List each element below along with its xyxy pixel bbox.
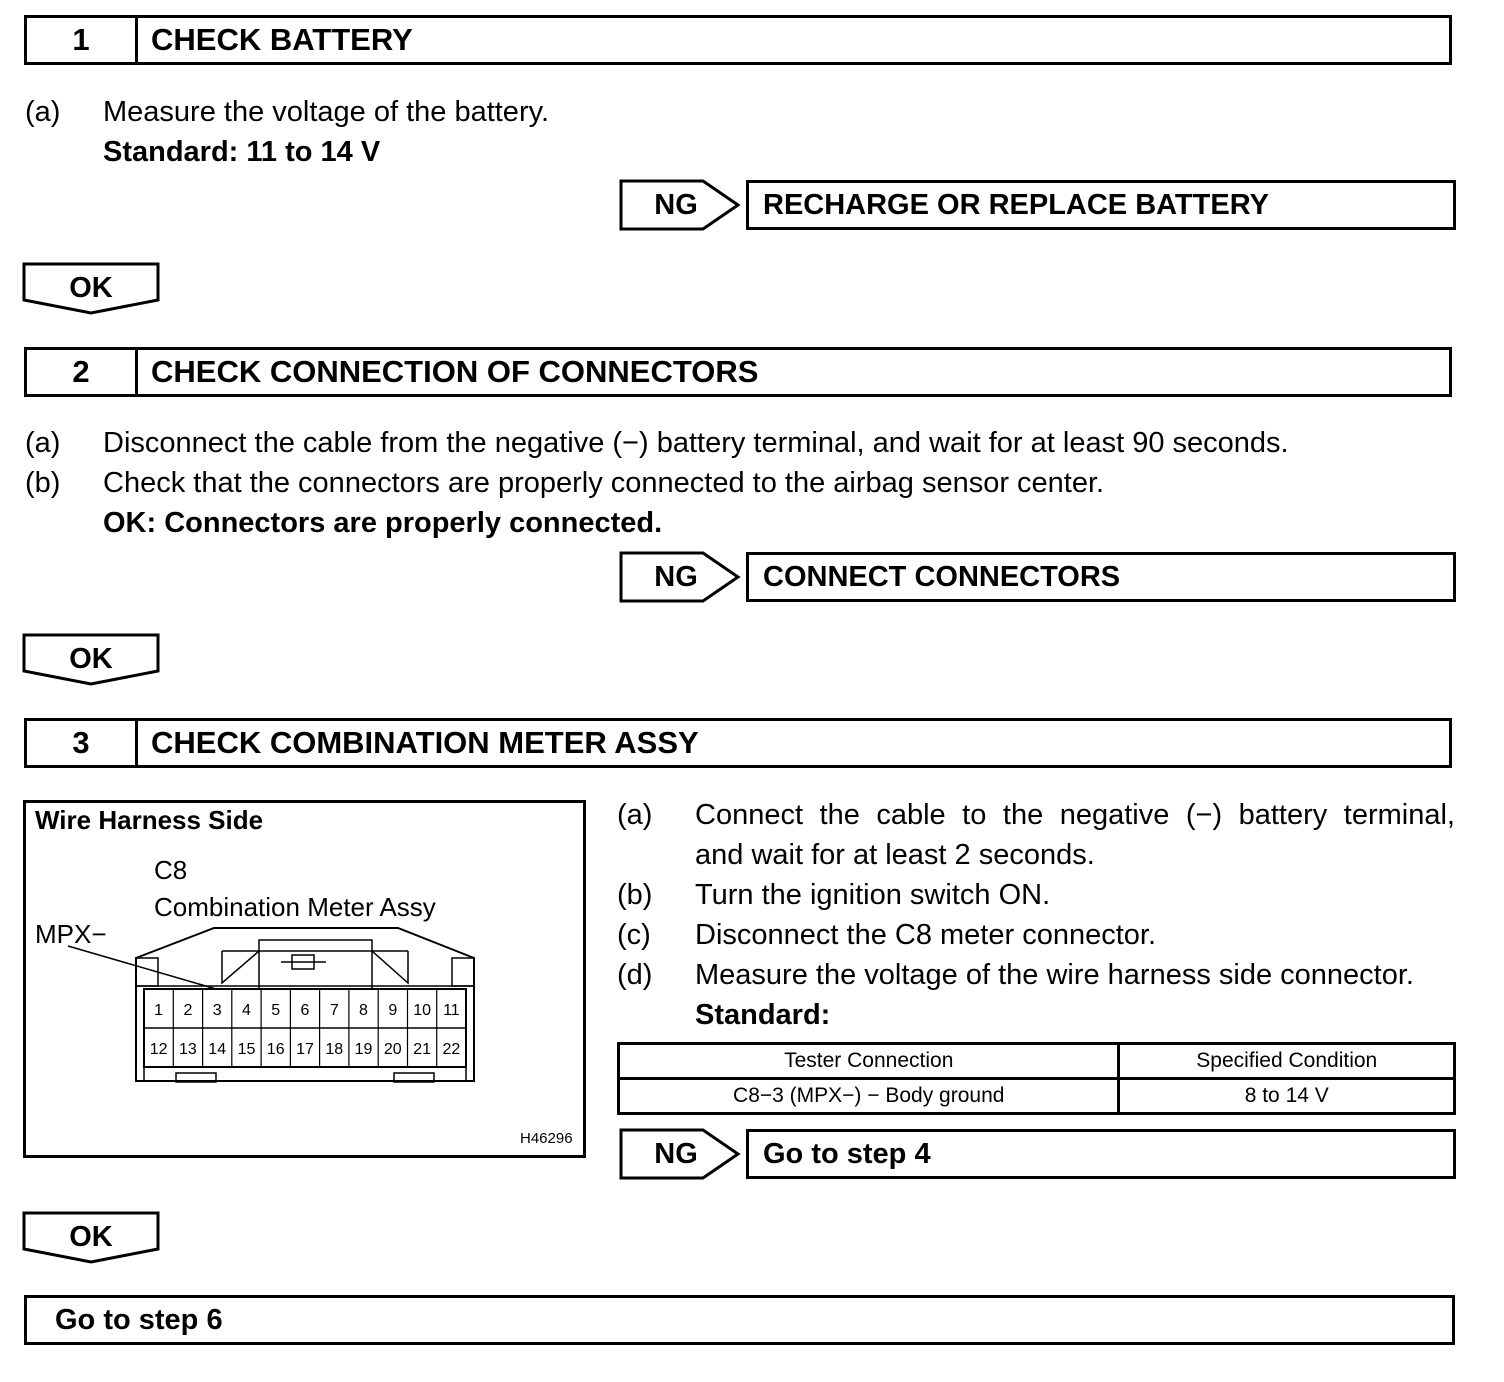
ng-label: NG: [654, 561, 698, 593]
pin-number: 2: [183, 1002, 193, 1019]
item-text-continued: and wait for at least 2 seconds.: [695, 839, 1095, 871]
pin-number: 16: [266, 1041, 285, 1058]
step-number: 3: [27, 721, 138, 765]
item-marker: (c): [617, 919, 651, 951]
table-cell: 8 to 14 V: [1119, 1079, 1455, 1114]
pin-number: 12: [149, 1041, 168, 1058]
pin-number: 14: [208, 1041, 227, 1058]
ok-label: OK: [69, 643, 113, 675]
ng-action-box: Go to step 4: [746, 1129, 1456, 1179]
ng-label: NG: [654, 1138, 698, 1170]
ng-label: NG: [654, 189, 698, 221]
item-marker: (a): [617, 799, 653, 831]
pin-label: MPX−: [35, 919, 107, 949]
ng-action-box: RECHARGE OR REPLACE BATTERY: [746, 180, 1456, 230]
connector-code: C8: [154, 855, 188, 885]
item-marker: (d): [617, 959, 653, 991]
ok-label: OK: [69, 272, 113, 304]
item-marker: (a): [25, 427, 61, 459]
ok-label: OK: [69, 1221, 113, 1253]
step-2-header: [24, 347, 1452, 397]
pin-number: 11: [443, 1002, 460, 1019]
table-cell: C8−3 (MPX−) − Body ground: [619, 1079, 1119, 1114]
standard-text: OK: Connectors are properly connected.: [103, 507, 663, 539]
step-title: CHECK BATTERY: [151, 22, 413, 57]
pin-number: 21: [413, 1041, 431, 1058]
connector-figure: [23, 800, 586, 1158]
item-text: Turn the ignition switch ON.: [695, 879, 1051, 911]
pin-number: 19: [354, 1041, 373, 1058]
pin-number: 7: [329, 1002, 339, 1019]
item-marker: (b): [25, 467, 61, 499]
step-number: 1: [27, 18, 138, 62]
item-text: Measure the voltage of the wire harness side connector.: [695, 959, 1414, 991]
table-row: [619, 1079, 1455, 1114]
pin-number: 6: [300, 1002, 310, 1019]
connector-drawing: [26, 803, 583, 1155]
step-title: CHECK CONNECTION OF CONNECTORS: [151, 354, 759, 389]
step-3-header: [24, 718, 1452, 768]
leader-line: [68, 946, 216, 989]
pin-number: 22: [442, 1041, 461, 1058]
pin-number: 4: [242, 1002, 251, 1019]
table-header: Specified Condition: [1119, 1044, 1455, 1079]
spec-table: [617, 1042, 1456, 1115]
pin-number: 8: [359, 1002, 368, 1019]
pin-number: 1: [154, 1002, 164, 1019]
item-marker: (b): [617, 879, 653, 911]
figure-code: H46296: [520, 1130, 573, 1147]
item-text: Measure the voltage of the battery.: [103, 96, 550, 128]
item-text: Connect the cable to the negative (−) battery terminal,: [695, 799, 1455, 831]
pin-number: 15: [237, 1041, 256, 1058]
figure-heading: Wire Harness Side: [35, 805, 264, 835]
standard-text: Standard: 11 to 14 V: [103, 136, 381, 168]
step-1-header: [24, 15, 1452, 65]
table-header-row: [619, 1044, 1455, 1079]
final-action-box: Go to step 6: [24, 1295, 1455, 1345]
table-header: Tester Connection: [619, 1044, 1119, 1079]
step-number: 2: [27, 350, 138, 394]
item-marker: (a): [25, 96, 61, 128]
connector-name: Combination Meter Assy: [154, 892, 436, 922]
pin-number: 13: [179, 1041, 197, 1058]
pin-number: 10: [413, 1002, 431, 1019]
pin-number: 5: [271, 1002, 281, 1019]
pin-number: 20: [383, 1041, 402, 1058]
standard-label: Standard:: [695, 999, 831, 1031]
pin-number: 9: [388, 1002, 398, 1019]
step-title: CHECK COMBINATION METER ASSY: [151, 725, 699, 760]
item-text: Disconnect the cable from the negative (−) battery terminal, and wait for at least 90 seconds.: [103, 427, 1289, 459]
item-text: Disconnect the C8 meter connector.: [695, 919, 1157, 951]
pin-number: 17: [296, 1041, 314, 1058]
pin-number: 18: [325, 1041, 344, 1058]
pin-number: 3: [212, 1002, 222, 1019]
ng-action-box: CONNECT CONNECTORS: [746, 552, 1456, 602]
item-text: Check that the connectors are properly connected to the airbag sensor center.: [103, 467, 1105, 499]
